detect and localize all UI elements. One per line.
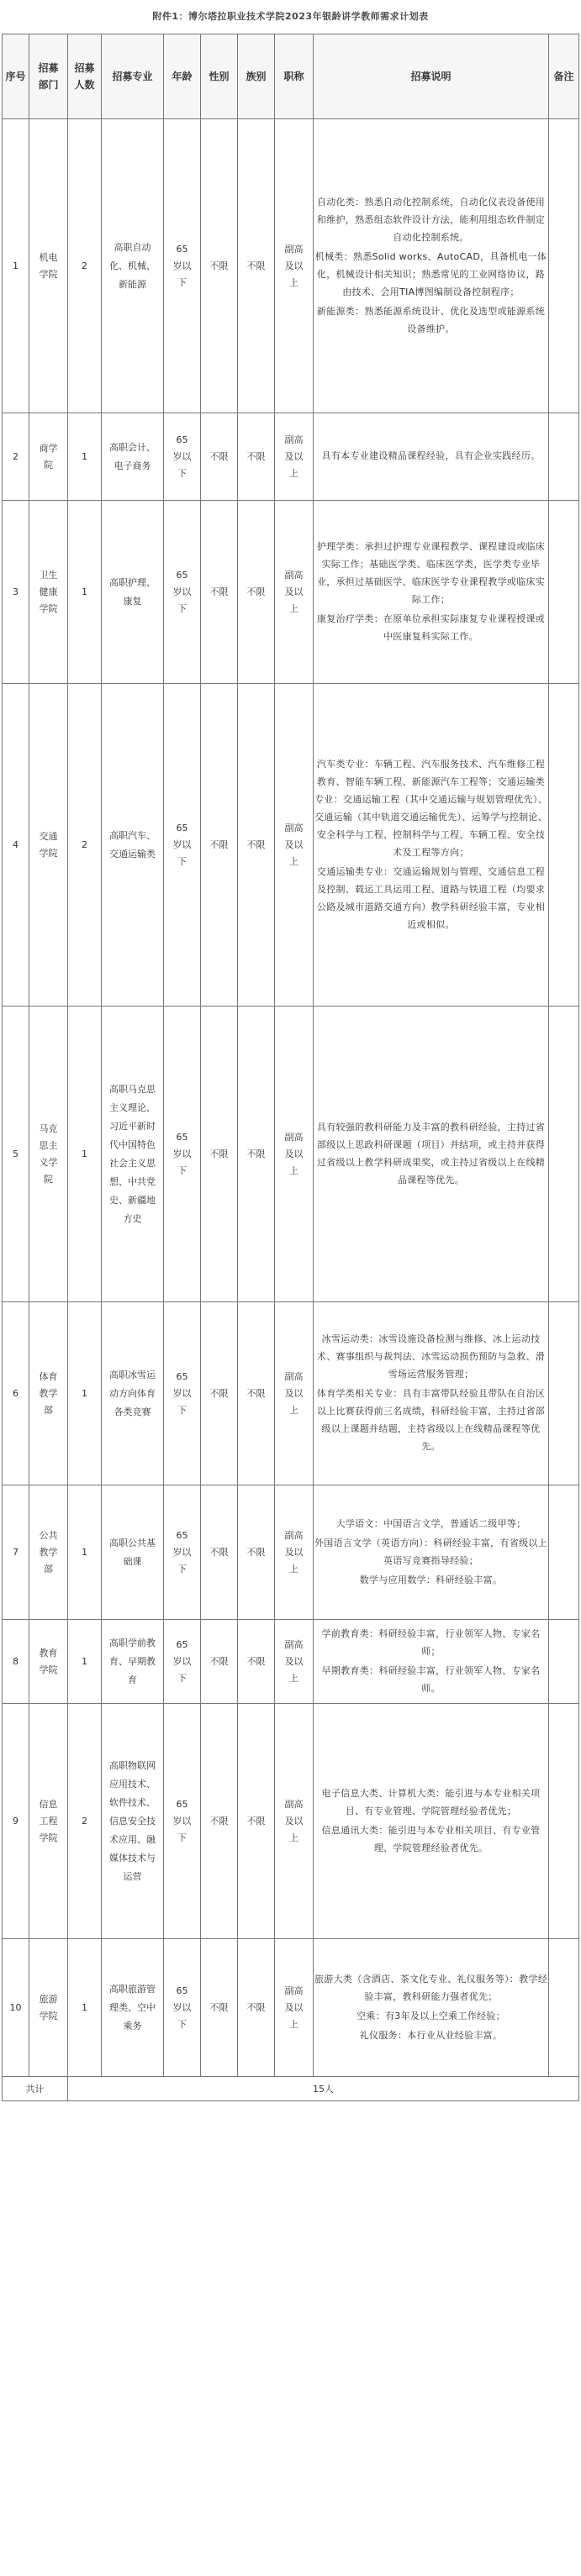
row-age: 65岁以下 (164, 119, 201, 413)
row-no: 8 (3, 1620, 29, 1704)
row-major: 高职公共基础课 (102, 1485, 164, 1620)
row-desc (314, 684, 549, 1007)
row-note (549, 1939, 579, 2077)
row-title: 副高及以上 (275, 1704, 314, 1939)
desc-paragraph: 旅游大类（含酒店、茶文化专业、礼仪服务等）：教学经验丰富，教科研能力强者优先； (314, 1973, 547, 2002)
document-title: 附件1：博尔塔拉职业技术学院2023年银龄讲学教师需求计划表 (152, 11, 429, 22)
row-major: 高职学前教育、早期教育 (102, 1620, 164, 1704)
desc-paragraph: 外国语言文学（英语方向）：科研经验丰富，有省级以上英语写竞赛指导经验； (314, 1537, 547, 1566)
total-row (3, 2077, 579, 2101)
row-note (549, 413, 579, 501)
row-major: 高职会计、电子商务 (102, 413, 164, 501)
row-note (549, 1007, 579, 1302)
desc-paragraph: 空乘：有3年及以上空乘工作经验； (357, 2010, 505, 2021)
row-gender: 不限 (201, 1485, 238, 1620)
table-row (3, 501, 579, 684)
row-age: 65岁以下 (164, 1007, 201, 1302)
desc-paragraph: 具有本专业建设精品课程经验，具有企业实践经历。 (321, 450, 541, 461)
total-label: 共计 (3, 2077, 68, 2101)
row-count: 1 (68, 1302, 102, 1485)
table-row (3, 1485, 579, 1620)
row-age: 65岁以下 (164, 1939, 201, 2077)
header-age: 年龄 (164, 34, 201, 119)
header-no: 序号 (3, 34, 29, 119)
row-count: 1 (68, 1007, 102, 1302)
row-major: 高职马克思主义理论、习近平新时代中国特色社会主义思想、中共党史、新疆地方史 (102, 1007, 164, 1302)
row-dept: 教育学院 (29, 1620, 68, 1704)
desc-paragraph: 大学语文：中国语言文学，普通话二级甲等； (335, 1517, 526, 1529)
row-age: 65岁以下 (164, 1485, 201, 1620)
row-ethnic: 不限 (238, 413, 275, 501)
row-ethnic: 不限 (238, 501, 275, 684)
desc-paragraph: 交通运输类专业：交通运输规划与管理、交通信息工程及控制、载运工具运用工程、道路与铁道工程（均要求公路及城市道路交通方向）教学科研经验丰富，专业相近或相似。 (316, 865, 546, 930)
row-title: 副高及以上 (275, 119, 314, 413)
header-ethnic: 族别 (238, 34, 275, 119)
header-gender: 性别 (201, 34, 238, 119)
row-title: 副高及以上 (275, 1939, 314, 2077)
row-no: 9 (3, 1704, 29, 1939)
row-dept: 卫生健康学院 (29, 501, 68, 684)
row-title: 副高及以上 (275, 1007, 314, 1302)
row-count: 2 (68, 119, 102, 413)
row-age: 65岁以下 (164, 413, 201, 501)
row-desc (314, 1620, 549, 1704)
row-dept: 马克思主义学院 (29, 1007, 68, 1302)
row-note (549, 119, 579, 413)
row-title: 副高及以上 (275, 1620, 314, 1704)
header-note: 备注 (549, 34, 579, 119)
row-dept: 交通学院 (29, 684, 68, 1007)
row-title: 副高及以上 (275, 1485, 314, 1620)
row-desc (314, 501, 549, 684)
row-no: 2 (3, 413, 29, 501)
row-no: 3 (3, 501, 29, 684)
row-ethnic: 不限 (238, 119, 275, 413)
row-ethnic: 不限 (238, 684, 275, 1007)
row-count: 2 (68, 684, 102, 1007)
row-title: 副高及以上 (275, 413, 314, 501)
row-gender: 不限 (201, 1007, 238, 1302)
header-desc: 招募说明 (314, 34, 549, 119)
recruitment-table (2, 34, 579, 2101)
row-age: 65岁以下 (164, 1620, 201, 1704)
row-ethnic: 不限 (238, 1485, 275, 1620)
desc-paragraph: 机械类：熟悉Solid works、AutoCAD，具备机电一体化，机械设计相关知识；熟悉常见的工业网络协议，路由技术、会用TIA博图编制设备控制程序； (314, 250, 547, 297)
row-no: 6 (3, 1302, 29, 1485)
table-row (3, 1007, 579, 1302)
row-major: 高职自动化、机械、新能源 (102, 119, 164, 413)
row-gender: 不限 (201, 501, 238, 684)
row-dept: 信息工程学院 (29, 1704, 68, 1939)
row-age: 65岁以下 (164, 1302, 201, 1485)
row-gender: 不限 (201, 119, 238, 413)
row-note (549, 1704, 579, 1939)
desc-paragraph: 礼仪服务：本行业从业经验丰富。 (359, 2029, 503, 2041)
table-row (3, 684, 579, 1007)
desc-paragraph: 体育学类相关专业：具有丰富带队经验且带队在自治区以上比赛获得前三名成绩，科研经验丰富，主持过省部级以上课题并结题，主持省级以上在线精品课程等优先。 (316, 1388, 546, 1452)
row-title: 副高及以上 (275, 684, 314, 1007)
row-desc (314, 413, 549, 501)
table-row (3, 413, 579, 501)
header-major: 招募专业 (102, 34, 164, 119)
row-count: 1 (68, 1620, 102, 1704)
row-gender: 不限 (201, 1704, 238, 1939)
row-desc (314, 1704, 549, 1939)
desc-paragraph: 学前教育类：科研经验丰富，行业领军人物、专家名师； (321, 1627, 541, 1657)
table-row (3, 119, 579, 413)
header-title: 职称 (275, 34, 314, 119)
row-dept: 旅游学院 (29, 1939, 68, 2077)
row-no: 5 (3, 1007, 29, 1302)
table-row (3, 1620, 579, 1704)
row-major: 高职物联网应用技术、软件技术、信息安全技术应用、融媒体技术与运营 (102, 1704, 164, 1939)
desc-paragraph: 数学与应用数学：科研经验丰富。 (359, 1574, 503, 1585)
desc-paragraph: 自动化类：熟悉自动化控制系统，自动化仪表设备使用和维护，熟悉组态软件设计方法，能利用组态软件制定自动化控制系统。 (316, 196, 546, 243)
desc-paragraph: 康复治疗学类：在原单位承担实际康复专业课程授课或中医康复科实际工作。 (316, 612, 546, 642)
desc-paragraph: 具有较强的教科研能力及丰富的教科研经验，主持过省部级以上思政科研课题（项目）并结项，或主持并获得过省级以上教学科研成果奖，或主持过省级以上在线精品课程等优先。 (316, 1121, 546, 1185)
row-desc (314, 1939, 549, 2077)
table-row (3, 1302, 579, 1485)
row-dept: 机电学院 (29, 119, 68, 413)
row-desc (314, 1007, 549, 1302)
row-count: 1 (68, 501, 102, 684)
row-dept: 体育教学部 (29, 1302, 68, 1485)
row-ethnic: 不限 (238, 1939, 275, 2077)
row-major: 高职旅游管理类、空中乘务 (102, 1939, 164, 2077)
row-gender: 不限 (201, 1620, 238, 1704)
table-header-row (3, 34, 579, 119)
row-count: 1 (68, 413, 102, 501)
row-gender: 不限 (201, 1939, 238, 2077)
desc-paragraph: 汽车类专业：车辆工程、汽车服务技术、汽车维修工程教育、智能车辆工程、新能源汽车工程等；交通运输类专业：交通运输工程（其中交通运输与规划管理优先）、交通运输（其中轨道交通运输优先）、运筹学与控制论、安全科学与工程、控制科学与工程、车辆工程、安全技术及工程等方向； (314, 758, 547, 858)
row-title: 副高及以上 (275, 1302, 314, 1485)
desc-paragraph: 新能源类：熟悉能源系统设计、优化及选型或能源系统设备维护。 (316, 305, 546, 334)
row-note (549, 1620, 579, 1704)
row-note (549, 684, 579, 1007)
desc-paragraph: 护理学类：承担过护理专业课程教学、课程建设或临床实际工作；基础医学类、临床医学类，医学类专业毕业，承担过基础医学、临床医学专业课程教学或临床实际工作； (316, 540, 546, 605)
table-body (3, 119, 579, 2077)
row-ethnic: 不限 (238, 1704, 275, 1939)
row-no: 7 (3, 1485, 29, 1620)
row-count: 1 (68, 1485, 102, 1620)
header-count: 招募人数 (68, 34, 102, 119)
row-title: 副高及以上 (275, 501, 314, 684)
row-major: 高职冰雪运动方向体育各类竞赛 (102, 1302, 164, 1485)
total-value: 15人 (68, 2077, 579, 2101)
row-count: 2 (68, 1704, 102, 1939)
row-dept: 商学院 (29, 413, 68, 501)
desc-paragraph: 信息通讯大类：能引进与本专业相关项目、有专业管理、学院管理经验者优先。 (321, 1824, 541, 1853)
row-no: 4 (3, 684, 29, 1007)
desc-paragraph: 电子信息大类、计算机大类：能引进与本专业相关项目、有专业管理、学院管理经验者优先； (321, 1787, 541, 1816)
row-no: 10 (3, 1939, 29, 2077)
row-dept: 公共教学部 (29, 1485, 68, 1620)
row-gender: 不限 (201, 1302, 238, 1485)
row-desc (314, 1485, 549, 1620)
row-gender: 不限 (201, 413, 238, 501)
row-desc (314, 1302, 549, 1485)
row-age: 65岁以下 (164, 501, 201, 684)
row-note (549, 1302, 579, 1485)
desc-paragraph: 冰雪运动类：冰雪设施设备检测与维修、冰上运动技术、赛事组织与裁判法、冰雪运动损伤预防与急救、滑雪场运营服务管理； (316, 1333, 546, 1380)
desc-paragraph: 早期教育类：科研经验丰富，行业领军人物、专家名师。 (321, 1664, 541, 1694)
row-age: 65岁以下 (164, 684, 201, 1007)
row-no: 1 (3, 119, 29, 413)
row-count: 1 (68, 1939, 102, 2077)
row-ethnic: 不限 (238, 1302, 275, 1485)
row-ethnic: 不限 (238, 1620, 275, 1704)
row-note (549, 501, 579, 684)
row-desc (314, 119, 549, 413)
row-note (549, 1485, 579, 1620)
table-row (3, 1704, 579, 1939)
row-major: 高职护理、康复 (102, 501, 164, 684)
row-age: 65岁以下 (164, 1704, 201, 1939)
header-dept: 招募部门 (29, 34, 68, 119)
row-gender: 不限 (201, 684, 238, 1007)
row-major: 高职汽车、交通运输类 (102, 684, 164, 1007)
row-ethnic: 不限 (238, 1007, 275, 1302)
table-row (3, 1939, 579, 2077)
